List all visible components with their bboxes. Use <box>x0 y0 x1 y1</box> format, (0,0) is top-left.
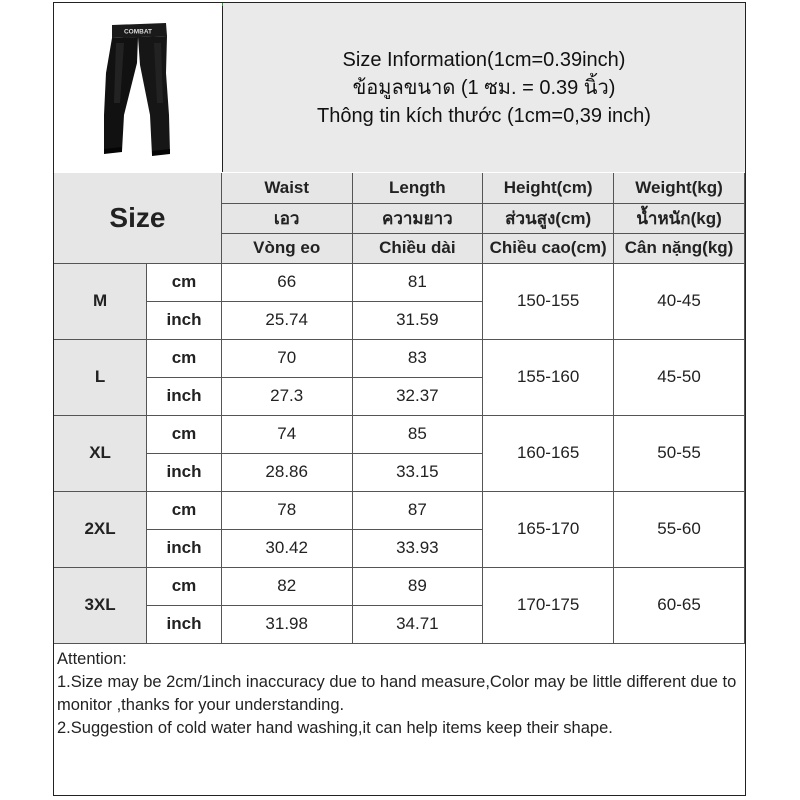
waist-inch: 25.74 <box>221 301 352 339</box>
header-weight-vi: Cân nặng(kg) <box>614 233 745 263</box>
length-inch: 33.93 <box>352 529 483 567</box>
table-row <box>54 491 745 529</box>
waist-inch: 30.42 <box>221 529 352 567</box>
attention-line-1: 1.Size may be 2cm/1inch inaccuracy due to hand measure,Color may be little different due to monitor ,thanks for your understanding. <box>57 673 737 714</box>
length-cm: 89 <box>352 567 483 605</box>
height-range: 160-165 <box>483 415 614 491</box>
length-inch: 31.59 <box>352 301 483 339</box>
size-2xl: 2XL <box>54 491 147 567</box>
weight-range: 55-60 <box>614 491 745 567</box>
waist-cm: 82 <box>221 567 352 605</box>
height-range: 150-155 <box>483 263 614 339</box>
attention-line-2: 2.Suggestion of cold water hand washing,it can help items keep their shape. <box>57 719 613 737</box>
length-inch: 33.15 <box>352 453 483 491</box>
size-3xl: 3XL <box>54 567 147 643</box>
height-range: 155-160 <box>483 339 614 415</box>
attention-notes <box>54 643 745 744</box>
weight-range: 60-65 <box>614 567 745 643</box>
unit-inch: inch <box>147 301 222 339</box>
size-table <box>54 173 745 644</box>
unit-cm: cm <box>147 491 222 529</box>
title-english: Size Information(1cm=0.39inch) <box>342 48 626 71</box>
title-thai: ข้อมูลขนาด (1 ซม. = 0.39 นิ้ว) <box>352 76 616 99</box>
product-image <box>54 3 223 172</box>
header-waist-vi: Vòng eo <box>221 233 352 263</box>
table-row <box>54 263 745 301</box>
size-information <box>223 3 745 172</box>
attention-heading: Attention: <box>57 650 127 668</box>
header-length-en: Length <box>352 173 483 203</box>
waist-cm: 78 <box>221 491 352 529</box>
waist-cm: 66 <box>221 263 352 301</box>
length-cm: 87 <box>352 491 483 529</box>
weight-range: 40-45 <box>614 263 745 339</box>
unit-cm: cm <box>147 263 222 301</box>
length-inch: 34.71 <box>352 605 483 643</box>
waist-cm: 74 <box>221 415 352 453</box>
header-length-vi: Chiều dài <box>352 233 483 263</box>
unit-cm: cm <box>147 339 222 377</box>
unit-inch: inch <box>147 377 222 415</box>
size-m: M <box>54 263 147 339</box>
header-waist-en: Waist <box>221 173 352 203</box>
header-height-en: Height(cm) <box>483 173 614 203</box>
size-header: Size <box>54 173 221 263</box>
size-xl: XL <box>54 415 147 491</box>
header-weight-en: Weight(kg) <box>614 173 745 203</box>
unit-cm: cm <box>147 567 222 605</box>
chart-header <box>54 3 745 174</box>
waist-inch: 31.98 <box>221 605 352 643</box>
size-chart <box>53 2 746 796</box>
unit-inch: inch <box>147 529 222 567</box>
waist-inch: 27.3 <box>221 377 352 415</box>
waistband-text: COMBAT <box>123 28 153 36</box>
compression-pants-icon <box>54 3 222 172</box>
header-length-th: ความยาว <box>352 203 483 233</box>
size-l: L <box>54 339 147 415</box>
header-height-th: ส่วนสูง(cm) <box>483 203 614 233</box>
title-vietnamese: Thông tin kích thước (1cm=0,39 inch) <box>317 104 651 127</box>
length-cm: 83 <box>352 339 483 377</box>
length-inch: 32.37 <box>352 377 483 415</box>
header-weight-th: น้ำหนัก(kg) <box>614 203 745 233</box>
unit-inch: inch <box>147 453 222 491</box>
table-row <box>54 415 745 453</box>
height-range: 170-175 <box>483 567 614 643</box>
length-cm: 85 <box>352 415 483 453</box>
table-row <box>54 567 745 605</box>
height-range: 165-170 <box>483 491 614 567</box>
length-cm: 81 <box>352 263 483 301</box>
waist-inch: 28.86 <box>221 453 352 491</box>
waist-cm: 70 <box>221 339 352 377</box>
table-row <box>54 339 745 377</box>
weight-range: 45-50 <box>614 339 745 415</box>
unit-cm: cm <box>147 415 222 453</box>
header-waist-th: เอว <box>221 203 352 233</box>
weight-range: 50-55 <box>614 415 745 491</box>
unit-inch: inch <box>147 605 222 643</box>
header-height-vi: Chiều cao(cm) <box>483 233 614 263</box>
